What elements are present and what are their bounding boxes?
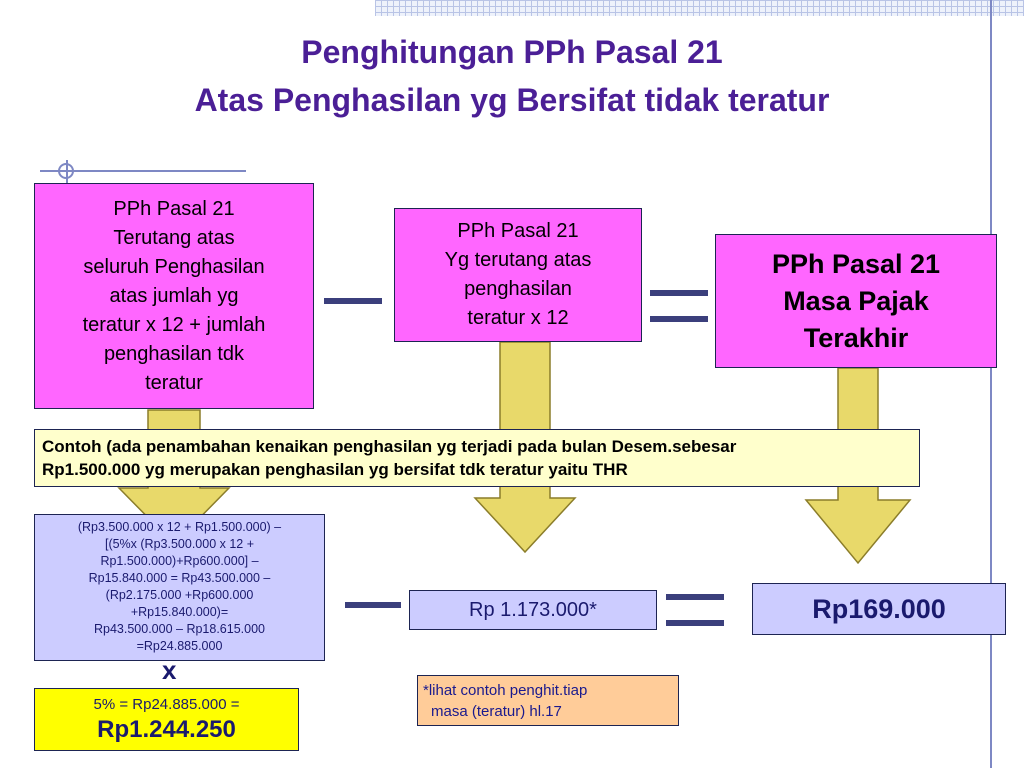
box-middle-value [409, 590, 657, 630]
calc-line: Rp1.500.000)+Rp600.000] – [100, 554, 259, 568]
box-line: penghasilan [464, 278, 572, 300]
calc-line: [(5%x (Rp3.500.000 x 12 + [104, 537, 255, 551]
box-line: teratur x 12 [467, 307, 569, 329]
minus-operator-top [324, 298, 382, 304]
middle-value-text: Rp 1.173.000* [469, 598, 597, 621]
box-line: PPh Pasal 21 [457, 220, 579, 242]
right-value-text: Rp169.000 [812, 593, 946, 624]
box-result [34, 688, 299, 751]
box-line: Yg terutang atas [444, 249, 592, 271]
equals-operator-top-bar1 [650, 290, 708, 296]
calc-line: Rp15.840.000 = Rp43.500.000 – [88, 571, 271, 585]
box-line: teratur [145, 371, 203, 394]
multiply-sign: x [162, 655, 177, 685]
result-line-1: 5% = Rp24.885.000 = [93, 695, 240, 713]
box-calculation [34, 514, 325, 661]
box-line: teratur x 12 + jumlah [82, 313, 266, 336]
box-line: Masa Pajak [783, 285, 929, 316]
box-line: PPh Pasal 21 [771, 248, 941, 279]
calc-line: +Rp15.840.000)= [130, 605, 229, 619]
result-line-2: Rp1.244.250 [97, 715, 236, 743]
title-line-1: Penghitungan PPh Pasal 21 [301, 34, 723, 70]
note-line: masa (teratur) hl.17 [431, 702, 562, 720]
box-pph-terutang-teratur [394, 208, 642, 342]
box-line: penghasilan tdk [103, 342, 245, 365]
title-line-2: Atas Penghasilan yg Bersifat tidak teratur [194, 82, 830, 118]
box-line: Terutang atas [113, 226, 235, 249]
calc-line: Rp43.500.000 – Rp18.615.000 [94, 622, 265, 636]
box-pph-terutang-seluruh [34, 183, 314, 409]
calc-line: =Rp24.885.000 [136, 639, 223, 653]
minus-operator-bottom [345, 602, 401, 608]
note-line: *lihat contoh penghit.tiap [423, 681, 588, 699]
box-note [417, 675, 679, 726]
box-line: seluruh Penghasilan [83, 255, 265, 278]
equals-operator-top-bar2 [650, 316, 708, 322]
calc-line: (Rp2.175.000 +Rp600.000 [105, 588, 254, 602]
box-example [34, 429, 920, 487]
box-pph-masa-terakhir [715, 234, 997, 368]
box-line: PPh Pasal 21 [113, 197, 235, 220]
box-right-value [752, 583, 1006, 635]
example-line: Contoh (ada penambahan kenaikan penghasilan yg terjadi pada bulan Desem.sebesar [42, 437, 737, 456]
equals-operator-bottom-bar2 [666, 620, 724, 626]
box-line: Terakhir [803, 322, 909, 353]
box-line: atas jumlah yg [109, 284, 239, 307]
example-line: Rp1.500.000 yg merupakan penghasilan yg bersifat tdk teratur yaitu THR [42, 460, 628, 479]
equals-operator-bottom-bar1 [666, 594, 724, 600]
calc-line: (Rp3.500.000 x 12 + Rp1.500.000) – [77, 520, 282, 534]
